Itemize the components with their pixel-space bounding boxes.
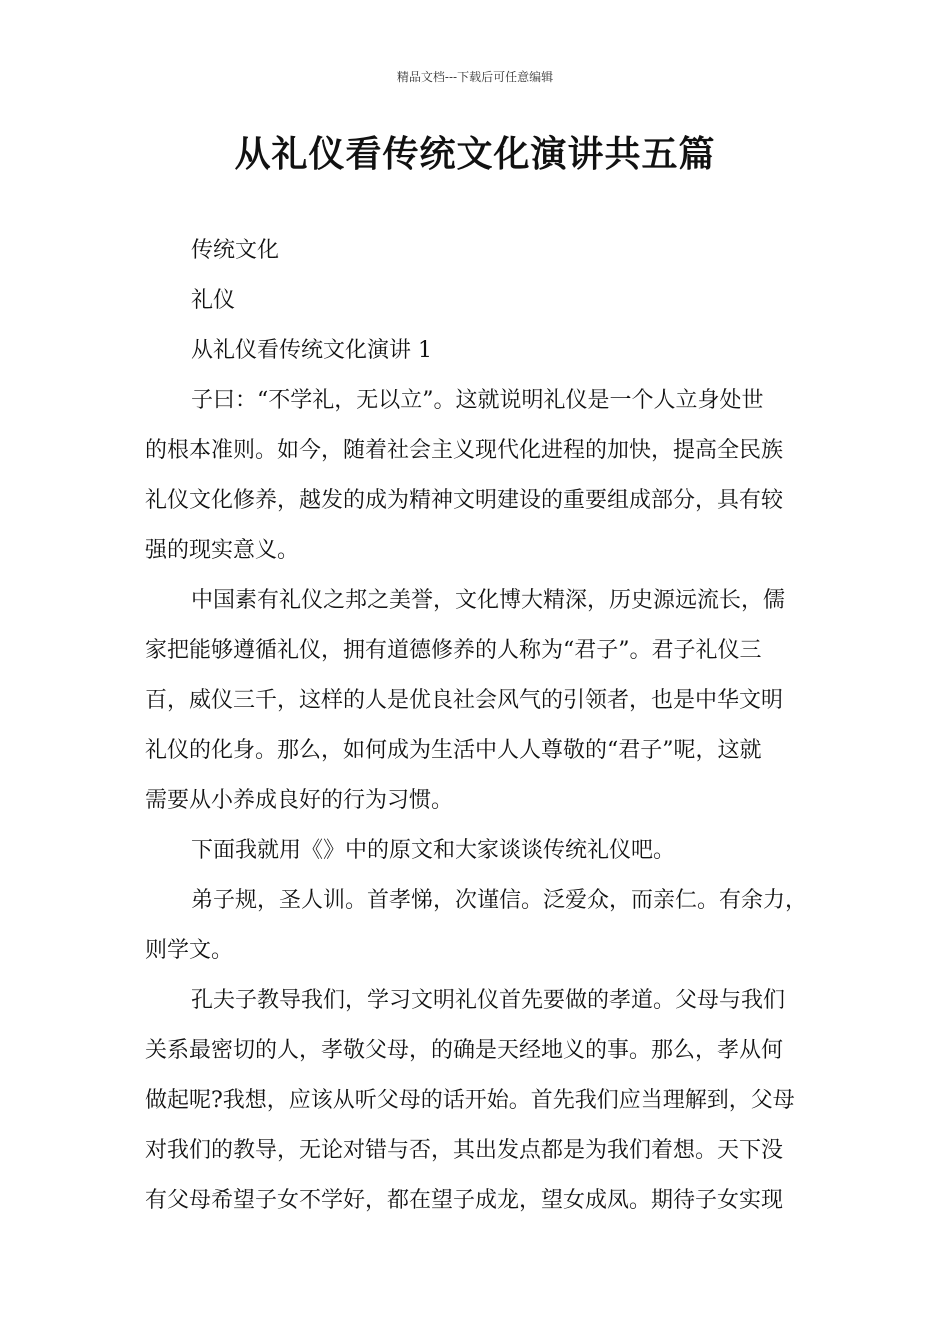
paragraph-line: 关系最密切的人，孝敬父母，的确是天经地义的事。那么，孝从何: [145, 1038, 784, 1063]
paragraph-line: 强的现实意义。: [145, 538, 300, 563]
paragraph-line: 下面我就用《》中的原文和大家谈谈传统礼仪吧。: [191, 838, 676, 863]
document-body: [145, 226, 820, 1226]
keyword-line: 礼仪: [191, 288, 236, 313]
paragraph-line: 礼仪的化身。那么，如何成为生活中人人尊敬的“君子”呢，这就: [145, 738, 762, 763]
paragraph-line: 子曰：“不学礼，无以立”。这就说明礼仪是一个人立身处世: [191, 388, 764, 413]
paragraph-line: 中国素有礼仪之邦之美誉，文化博大精深，历史源远流长，儒: [191, 588, 786, 613]
paragraph-line: 需要从小养成良好的行为习惯。: [145, 788, 454, 813]
paragraph-line: 则学文。: [145, 938, 234, 963]
section-heading: 从礼仪看传统文化演讲 1: [191, 338, 432, 363]
paragraph-line: 做起呢?我想，应该从听父母的话开始。首先我们应当理解到，父母: [145, 1088, 795, 1113]
paragraph-line: 家把能够遵循礼仪，拥有道德修养的人称为“君子”。君子礼仪三: [145, 638, 762, 663]
paragraph-line: 礼仪文化修养，越发的成为精神文明建设的重要组成部分，具有较: [145, 488, 784, 513]
paragraph-line: 弟子规，圣人训。首孝悌，次谨信。泛爱众，而亲仁。有余力，: [191, 888, 808, 913]
document-title: 从礼仪看传统文化演讲共五篇: [234, 133, 716, 175]
keyword-line: 传统文化: [191, 238, 280, 263]
paragraph-line: 孔夫子教导我们，学习文明礼仪首先要做的孝道。父母与我们: [191, 988, 786, 1013]
header-note: 精品文档---下载后可任意编辑: [396, 70, 554, 84]
paragraph-line: 有父母希望子女不学好，都在望子成龙，望女成凤。期待子女实现: [145, 1188, 784, 1213]
paragraph-line: 对我们的教导，无论对错与否，其出发点都是为我们着想。天下没: [145, 1138, 784, 1163]
paragraph-line: 的根本准则。如今，随着社会主义现代化进程的加快，提高全民族: [145, 438, 784, 463]
paragraph-line: 百，威仪三千，这样的人是优良社会风气的引领者，也是中华文明: [145, 688, 784, 713]
